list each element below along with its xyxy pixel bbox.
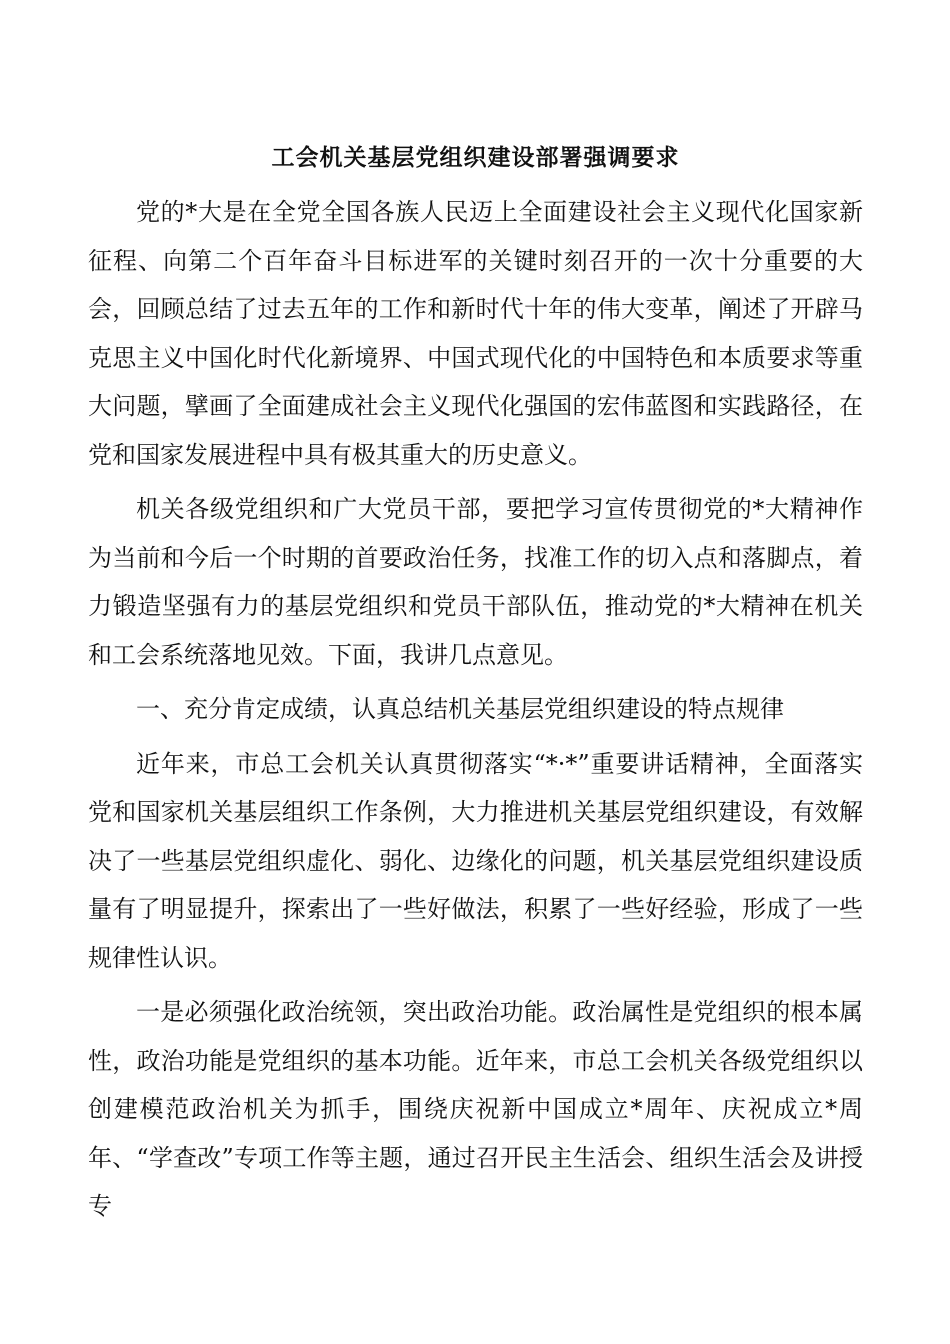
paragraph-requirement: 机关各级党组织和广大党员干部，要把学习宣传贯彻党的*大精神作为当前和今后一个时期的首要政治任务，找准工作的切入点和落脚点，着力锻造坚强有力的基层党组织和党员干部队伍，推动党的*大精神在机关和工会系统落地见效。下面，我讲几点意见。 xyxy=(88,495,863,669)
document-body xyxy=(88,138,863,1237)
paragraph-intro: 党的*大是在全党全国各族人民迈上全面建设社会主义现代化国家新征程、向第二个百年奋斗目标进军的关键时刻召开的一次十分重要的大会，回顾总结了过去五年的工作和新时代十年的伟大变革，阐述了开辟马克思主义中国化时代化新境界、中国式现代化的中国特色和本质要求等重大问题，擘画了全面建成社会主义现代化强国的宏伟蓝图和实践路径，在党和国家发展进程中具有极其重大的历史意义。 xyxy=(88,198,863,469)
paragraph-achievements: 近年来，市总工会机关认真贯彻落实“*·*”重要讲话精神，全面落实党和国家机关基层组织工作条例，大力推进机关基层党组织建设，有效解决了一些基层党组织虚化、弱化、边缘化的问题，机关基层党组织建设质量有了明显提升，探索出了一些好做法，积累了一些好经验，形成了一些规律性认识。 xyxy=(88,749,863,972)
paragraph-political-function: 一是必须强化政治统领，突出政治功能。政治属性是党组织的根本属性，政治功能是党组织的基本功能。近年来，市总工会机关各级党组织以创建模范政治机关为抓手，围绕庆祝新中国成立*周年、庆祝成立*周年、“学查改”专项工作等主题，通过召开民主生活会、组织生活会及讲授专 xyxy=(88,998,863,1220)
document-title: 工会机关基层党组织建设部署强调要求 xyxy=(271,144,680,171)
section-heading: 一、充分肯定成绩，认真总结机关基层党组织建设的特点规律 xyxy=(136,695,784,723)
